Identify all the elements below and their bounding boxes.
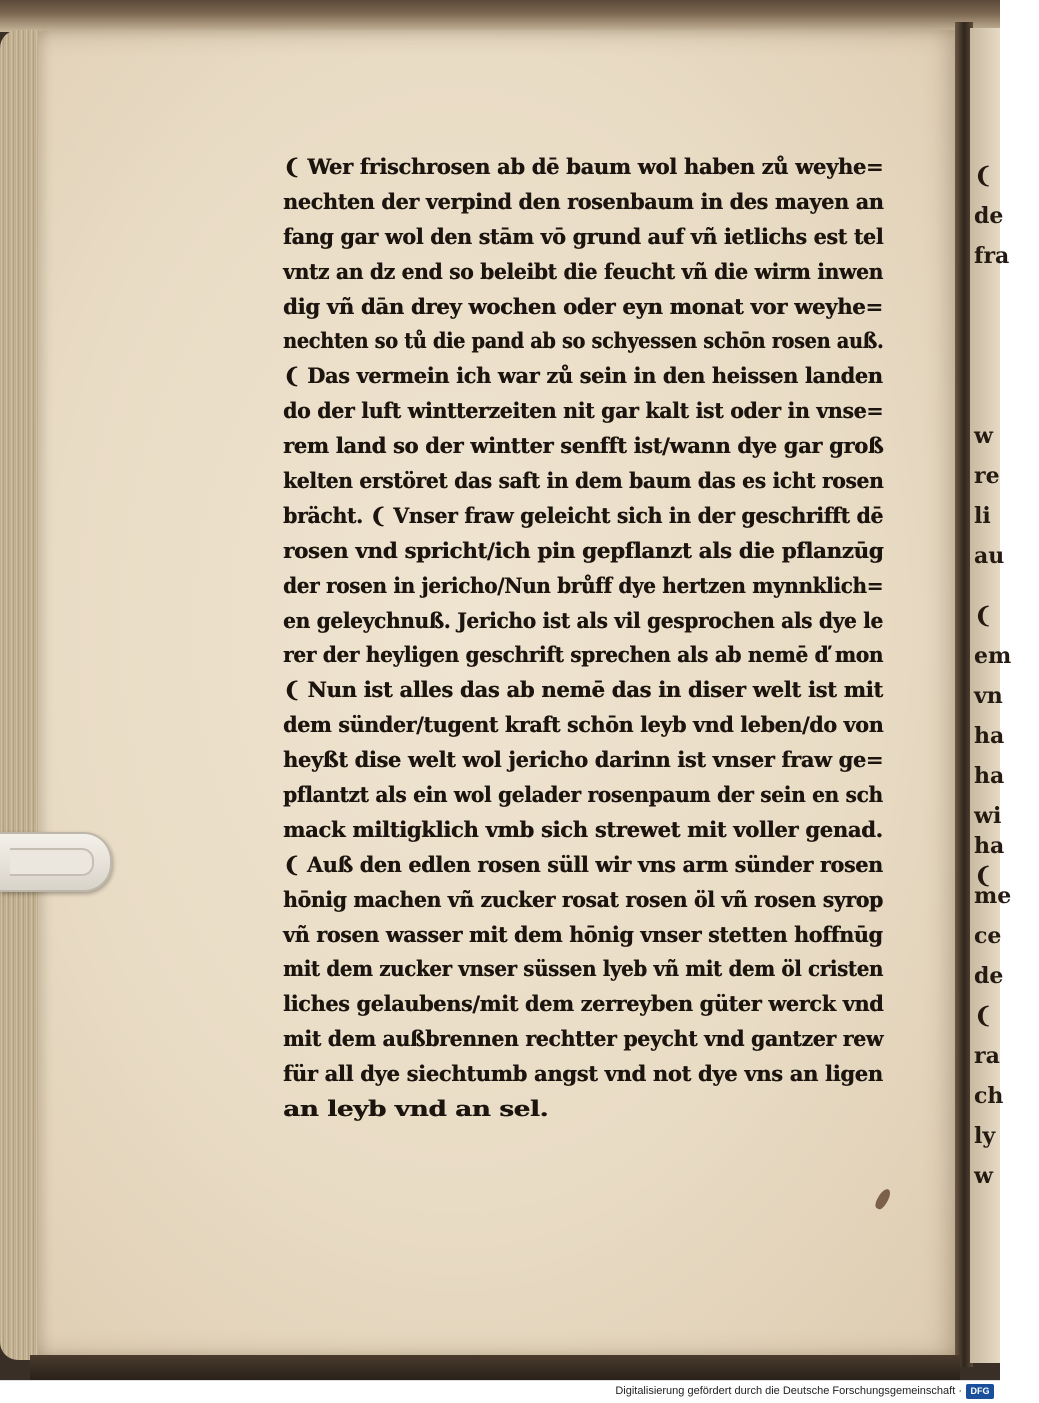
facing-page-fragment: ra [974,1043,1000,1069]
text-line: vntz an dz end so beleibt die feucht vñ die wirm inwen [283,258,883,284]
facing-page-fragment: ha [974,763,1005,789]
text-line: ❨ Auß den edlen rosen süll wir vns arm sünder rosen [283,851,883,877]
facing-page-fragment: w [974,423,993,449]
facing-page [970,28,1012,1363]
text-line: für all dye siechtumb angst vnd not dye vns an ligen [283,1061,883,1087]
text-line: nechten so tů die pand ab so schyessen schōn rosen auß. [283,328,884,354]
facing-page-fragment: ❨ [974,1003,993,1029]
text-line: mack miltigklich vmb sich strewet mit voller genad. [283,816,883,842]
facing-page-fragment: ce [974,923,1002,949]
text-line: mit dem zucker vnser süssen lyeb vñ mit dem öl cristen [283,956,883,982]
text-line: pflantzt als ein wol gelader rosenpaum der sein en sch [283,782,883,808]
facing-page-fragment: w [974,1163,993,1189]
text-line: fang gar wol den stām vō grund auf vñ ietlichs est tel [283,223,884,249]
text-line: vñ rosen wasser mit dem hōnig vnser stetten hoffnūg [283,921,883,947]
text-line: nechten der verpind den rosenbaum in des mayen an [283,188,884,214]
text-line: rem land so der wintter senfft ist/wann dye gar groß [283,433,884,459]
text-line: ❨ Das vermein ich war zů sein in den heissen landen [283,363,883,389]
text-line: heyßt dise welt wol jericho darinn ist vnser fraw ge= [283,747,883,773]
facing-page-fragment: em [974,643,1012,669]
text-line: brächt. ❨ Vnser fraw geleicht sich in der geschrifft dē [283,502,884,528]
facing-page-fragment: li [974,503,991,529]
text-line: der rosen in jericho/Nun brůff dye hertzen mynnklich= [283,572,884,598]
dfg-logo-icon[interactable]: DFG [966,1384,994,1399]
text-line: ❨ Wer frischrosen ab dē baum wol haben zů weyhe= [283,154,884,179]
facing-page-fragment: vn [974,683,1003,709]
text-line: rer der heyligen geschrift sprechen als ab nemē ď mon [283,642,883,668]
facing-page-fragment: ly [974,1123,996,1149]
footer-bar [0,1380,1000,1403]
facing-page-fragment: ha [974,833,1005,859]
facing-page-fragment: de [974,963,1004,989]
text-line: do der luft wintterzeiten nit gar kalt ist oder in vnse= [283,398,884,424]
page-clip-marker [0,832,112,892]
text-line: dem sünder/tugent kraft schōn leyb vnd leben/do von [283,712,884,738]
facing-page-fragment: ❨ [974,863,993,889]
text-line: mit dem außbrennen rechtter peycht vnd gantzer rew [283,1026,884,1052]
facing-page-fragment: ha [974,723,1005,749]
facing-page-fragment: de [974,203,1004,229]
text-line: rosen vnd spricht/ich pin gepflanzt als die pflanzūg [283,537,884,563]
text-line: liches gelaubens/mit dem zerreyben güter werck vnd [283,991,884,1017]
text-line: dig vñ dān drey wochen oder eyn monat vor weyhe= [283,293,883,319]
facing-page-fragment: ch [974,1083,1004,1109]
facing-page-fragment: ❨ [974,163,993,189]
funding-credit: Digitalisierung gefördert durch die Deutsche Forschungsgemeinschaft · [615,1385,962,1397]
facing-page-fragment: fra [974,243,1010,269]
text-block [283,150,888,1127]
facing-page-fragment: me [974,883,1012,909]
text-line: hōnig machen vñ zucker rosat rosen öl vñ rosen syrop [283,886,883,912]
book-bottom-edge [30,1355,960,1380]
text-line: kelten erstöret das saft in dem baum das es icht rosen [283,468,884,494]
book-board-top [0,0,1000,32]
facing-page-fragment: au [974,543,1005,569]
facing-page-fragment: re [974,463,1000,489]
text-line: an leyb vnd an sel. [283,1096,549,1122]
facing-page-fragment: ❨ [974,603,993,629]
text-line: en geleychnuß. Jericho ist als vil gesprochen als dye le [283,607,883,633]
facing-page-fragment: wi [974,803,1002,829]
text-line: ❨ Nun ist alles das ab nemē das in diser welt ist mit [283,677,883,703]
page-clip-inner [10,848,94,876]
